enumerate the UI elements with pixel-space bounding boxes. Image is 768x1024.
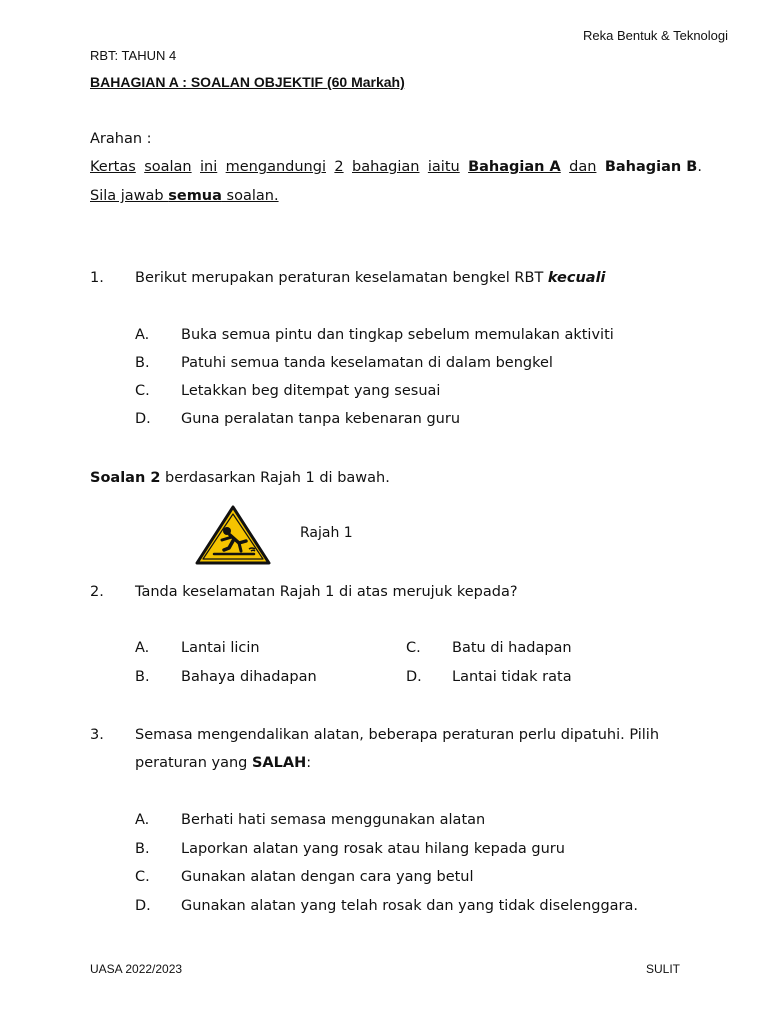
q3-option-c-letter: C.	[135, 869, 150, 885]
q1-option-d-text: Guna peralatan tanpa kebenaran guru	[181, 411, 461, 427]
instructions-line-1	[90, 159, 702, 175]
subject-title: Reka Bentuk & Teknologi	[583, 28, 729, 43]
class-label: RBT: TAHUN 4	[90, 48, 177, 63]
q1-option-c-text: Letakkan beg ditempat yang sesuai	[181, 383, 441, 399]
instructions-line-2	[90, 188, 279, 204]
question-2-text: Tanda keselamatan Rajah 1 di atas merujuk kepada?	[135, 584, 518, 600]
q2-option-a-letter: A.	[135, 640, 150, 656]
q1-option-d-letter: D.	[135, 411, 151, 427]
instr-word: bahagian	[352, 159, 420, 175]
q2-option-b-letter: B.	[135, 669, 150, 685]
instr-word: iaitu	[427, 159, 460, 175]
figure-label: Rajah 1	[300, 525, 353, 541]
question-1-stem: Berikut merupakan peraturan keselamatan bengkel RBT	[135, 270, 548, 286]
q3-option-a-text: Berhati hati semasa menggunakan alatan	[181, 812, 486, 828]
q3-option-c-text: Gunakan alatan dengan cara yang betul	[181, 869, 474, 885]
q1-option-b-letter: B.	[135, 355, 150, 371]
part-a-label: Bahagian A	[468, 159, 561, 175]
q1-option-b-text: Patuhi semua tanda keselamatan di dalam bengkel	[181, 355, 553, 371]
question-1-text	[135, 270, 606, 286]
instr-line2-pre: Sila jawab	[90, 188, 169, 204]
q3-option-b-text: Laporkan alatan yang rosak atau hilang kepada guru	[181, 841, 565, 857]
question-3-line2-post: :	[306, 755, 312, 771]
q2-option-c-text: Batu di hadapan	[452, 640, 572, 656]
instr-line2-bold: semua	[168, 188, 222, 204]
section-title: BAHAGIAN A : SOALAN OBJEKTIF (60 Markah)	[90, 74, 405, 90]
question-3-text-line-1: Semasa mengendalikan alatan, beberapa peraturan perlu dipatuhi. Pilih	[135, 727, 660, 743]
question-2-intro	[90, 470, 390, 486]
question-1-emphasis: kecuali	[547, 270, 606, 286]
q3-option-a-letter: A.	[135, 812, 150, 828]
question-3-text-line-2	[135, 755, 311, 771]
question-2-number: 2.	[90, 584, 104, 600]
q1-option-a-text: Buka semua pintu dan tingkap sebelum memulakan aktiviti	[181, 327, 614, 343]
instr-word: soalan	[144, 159, 192, 175]
question-3-line2-pre: peraturan yang	[135, 755, 252, 771]
instr-word: 2	[334, 159, 344, 175]
q2-option-d-text: Lantai tidak rata	[452, 669, 572, 685]
question-2-intro-bold: Soalan 2	[90, 470, 161, 486]
instructions-label: Arahan :	[90, 131, 152, 147]
q3-option-d-letter: D.	[135, 898, 151, 914]
q3-option-b-letter: B.	[135, 841, 150, 857]
slippery-floor-warning-icon	[194, 504, 272, 566]
footer-exam: UASA 2022/2023	[90, 962, 183, 976]
instr-word: Kertas	[90, 159, 136, 175]
q2-option-b-text: Bahaya dihadapan	[181, 669, 317, 685]
question-3-number: 3.	[90, 727, 104, 743]
question-1-number: 1.	[90, 270, 104, 286]
q2-option-a-text: Lantai licin	[181, 640, 260, 656]
q1-option-c-letter: C.	[135, 383, 150, 399]
question-3-emphasis: SALAH	[251, 755, 307, 771]
question-2-intro-rest: berdasarkan Rajah 1 di bawah.	[160, 470, 390, 486]
footer-classification: SULIT	[646, 962, 681, 976]
part-b-label: Bahagian B	[604, 159, 698, 175]
q2-option-d-letter: D.	[406, 669, 422, 685]
q2-option-c-letter: C.	[406, 640, 421, 656]
q3-option-d-text: Gunakan alatan yang telah rosak dan yang tidak diselenggara.	[181, 898, 639, 914]
instr-line2-post: soalan.	[221, 188, 279, 204]
instr-word-dan: dan	[569, 159, 597, 175]
instr-period: .	[697, 159, 702, 175]
instr-word: mengandungi	[225, 159, 326, 175]
instr-word: ini	[200, 159, 218, 175]
part-b-group	[605, 159, 702, 175]
q1-option-a-letter: A.	[135, 327, 150, 343]
